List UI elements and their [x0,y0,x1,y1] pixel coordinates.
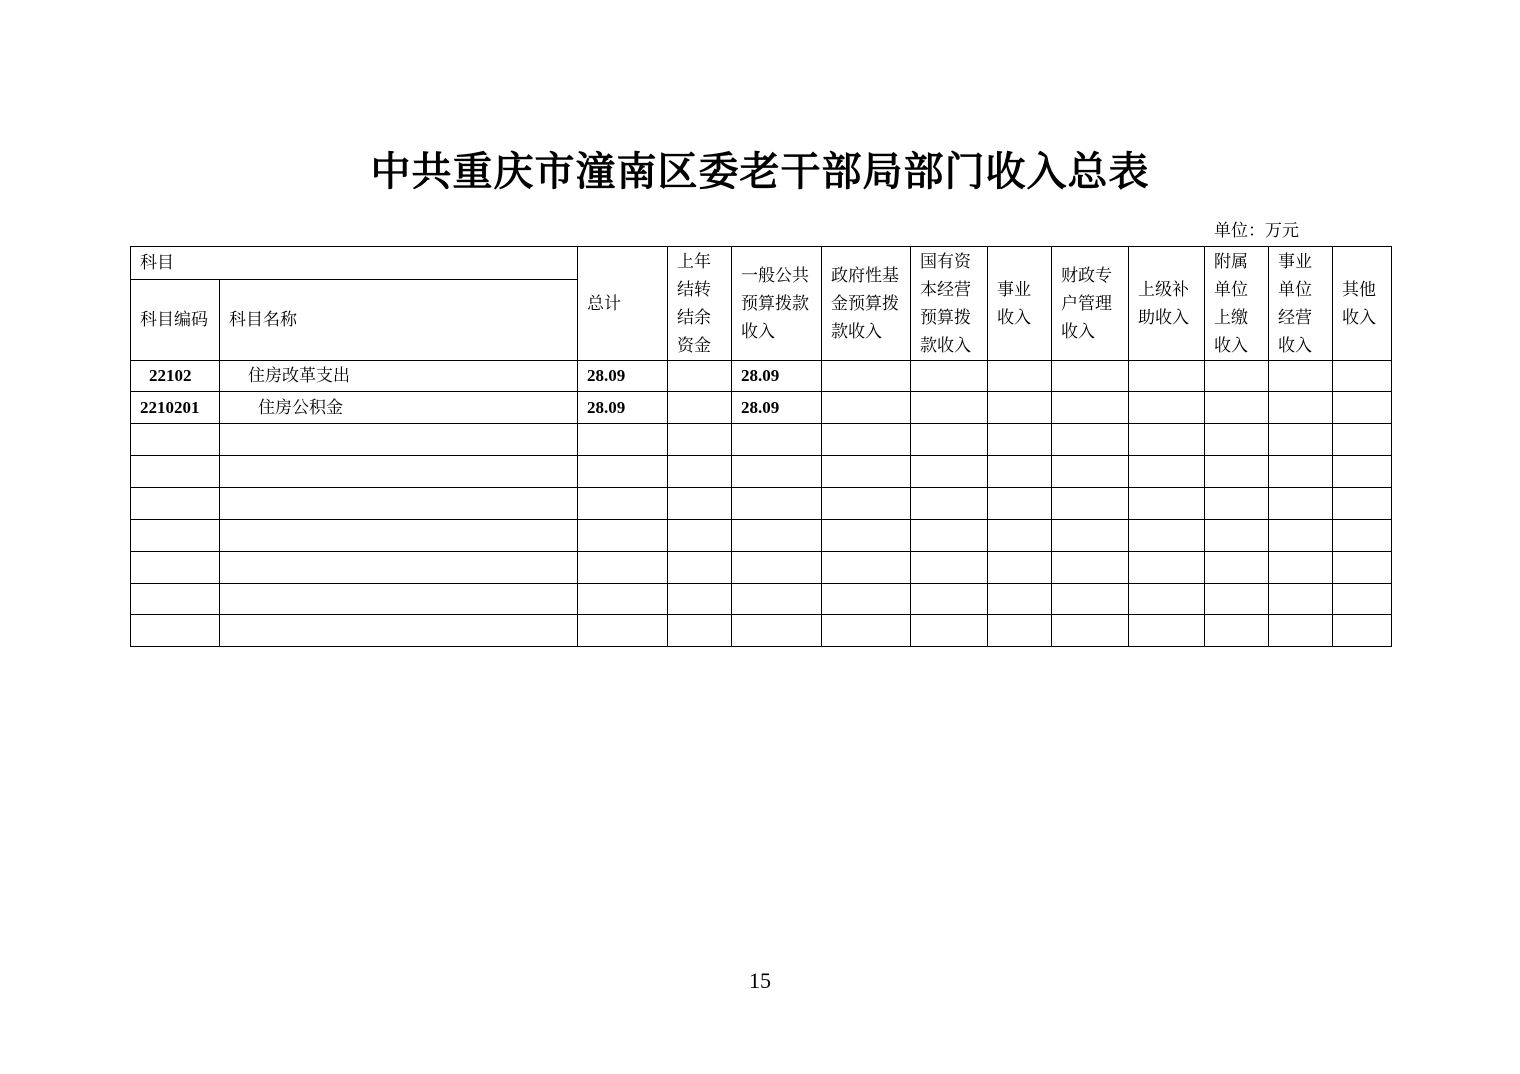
value-cell [988,488,1052,520]
value-cell [1269,424,1333,456]
value-cell [911,520,988,552]
subject-code-cell [131,552,220,584]
value-cell [988,615,1052,647]
subject-name-cell [220,424,578,456]
value-cell: 28.09 [732,392,822,424]
table-row [131,520,1392,552]
subject-name-cell: 住房公积金 [220,392,578,424]
subject-code-cell: 22102 [131,361,220,392]
value-cell [911,584,988,615]
value-cell [911,424,988,456]
value-cell [1269,520,1333,552]
subject-name-cell: 住房改革支出 [220,361,578,392]
value-cell [1269,615,1333,647]
value-cell [1052,456,1129,488]
value-cell [732,520,822,552]
value-cell [1269,392,1333,424]
value-cell [732,552,822,584]
value-cell [1205,552,1269,584]
value-cell [911,615,988,647]
unit-label: 单位：万元 [1214,221,1299,241]
value-cell [988,361,1052,392]
value-cell [822,361,911,392]
value-cell [1333,392,1392,424]
value-cell [1333,615,1392,647]
value-cell [578,584,668,615]
value-cell [668,584,732,615]
page-number: 15 [749,968,771,993]
value-cell [578,424,668,456]
column-header: 政府性基金预算拨款收入 [822,247,911,361]
value-cell [578,552,668,584]
subject-name-header: 科目名称 [220,280,578,361]
value-cell [1052,361,1129,392]
subject-group-header: 科目 [131,247,578,280]
value-cell [732,615,822,647]
value-cell [1129,488,1205,520]
value-cell [988,584,1052,615]
value-cell [822,424,911,456]
value-cell [1205,392,1269,424]
value-cell [1333,552,1392,584]
value-cell [1333,520,1392,552]
subject-name-cell [220,488,578,520]
column-header: 附属单位上缴收入 [1205,247,1269,361]
value-cell [1129,361,1205,392]
value-cell [578,520,668,552]
value-cell: 28.09 [578,392,668,424]
table-row [131,584,1392,615]
value-cell [1205,361,1269,392]
value-cell [988,552,1052,584]
value-cell [1205,615,1269,647]
value-cell [1269,584,1333,615]
value-cell [578,488,668,520]
column-header: 上年结转结余资金 [668,247,732,361]
value-cell [822,520,911,552]
subject-name-cell [220,456,578,488]
value-cell [911,361,988,392]
value-cell [1333,361,1392,392]
value-cell [1129,424,1205,456]
subject-code-header: 科目编码 [131,280,220,361]
value-cell [1129,615,1205,647]
value-cell [1333,488,1392,520]
value-cell [822,552,911,584]
value-cell [732,424,822,456]
value-cell [1052,584,1129,615]
value-cell [668,552,732,584]
value-cell [911,488,988,520]
value-cell [668,488,732,520]
page-title: 中共重庆市潼南区委老干部局部门收入总表 [370,149,1150,195]
value-cell [668,392,732,424]
subject-name-cell [220,584,578,615]
value-cell [732,456,822,488]
value-cell [1269,361,1333,392]
value-cell [988,520,1052,552]
column-header: 事业单位经营收入 [1269,247,1333,361]
value-cell [1269,552,1333,584]
column-header: 总计 [578,247,668,361]
table-row [131,361,1392,392]
value-cell [1052,392,1129,424]
value-cell [1205,456,1269,488]
value-cell [1052,424,1129,456]
column-header: 其他收入 [1333,247,1392,361]
value-cell [911,552,988,584]
value-cell [1333,424,1392,456]
table-row [131,424,1392,456]
value-cell [1052,552,1129,584]
value-cell [732,584,822,615]
value-cell [1205,488,1269,520]
column-header: 国有资本经营预算拨款收入 [911,247,988,361]
value-cell: 28.09 [578,361,668,392]
value-cell [1205,424,1269,456]
value-cell [1129,392,1205,424]
value-cell [822,488,911,520]
subject-code-cell [131,424,220,456]
subject-code-cell: 2210201 [131,392,220,424]
header-row-1 [131,247,1392,280]
subject-code-cell [131,584,220,615]
value-cell [1269,488,1333,520]
value-cell [1205,584,1269,615]
value-cell [668,424,732,456]
value-cell [822,456,911,488]
value-cell [578,456,668,488]
table-row [131,392,1392,424]
value-cell [1129,520,1205,552]
value-cell [732,488,822,520]
table-row [131,615,1392,647]
column-header: 事业收入 [988,247,1052,361]
value-cell [1269,456,1333,488]
table-row [131,552,1392,584]
value-cell [1052,615,1129,647]
column-header: 一般公共预算拨款收入 [732,247,822,361]
column-header: 上级补助收入 [1129,247,1205,361]
subject-name-cell [220,552,578,584]
value-cell [1052,520,1129,552]
subject-name-cell [220,520,578,552]
table-row [131,488,1392,520]
value-cell [911,392,988,424]
value-cell [668,456,732,488]
value-cell [988,392,1052,424]
value-cell [988,456,1052,488]
value-cell [1129,552,1205,584]
value-cell [988,424,1052,456]
income-summary-table [130,246,1392,647]
subject-code-cell [131,456,220,488]
value-cell [911,456,988,488]
value-cell [822,392,911,424]
table-row [131,456,1392,488]
value-cell [1129,456,1205,488]
value-cell [1333,584,1392,615]
column-header: 财政专户管理收入 [1052,247,1129,361]
value-cell [668,520,732,552]
value-cell: 28.09 [732,361,822,392]
subject-code-cell [131,520,220,552]
value-cell [578,615,668,647]
value-cell [668,615,732,647]
subject-code-cell [131,615,220,647]
value-cell [668,361,732,392]
subject-name-cell [220,615,578,647]
value-cell [1333,456,1392,488]
value-cell [822,615,911,647]
value-cell [1129,584,1205,615]
subject-code-cell [131,488,220,520]
value-cell [1052,488,1129,520]
value-cell [822,584,911,615]
value-cell [1205,520,1269,552]
